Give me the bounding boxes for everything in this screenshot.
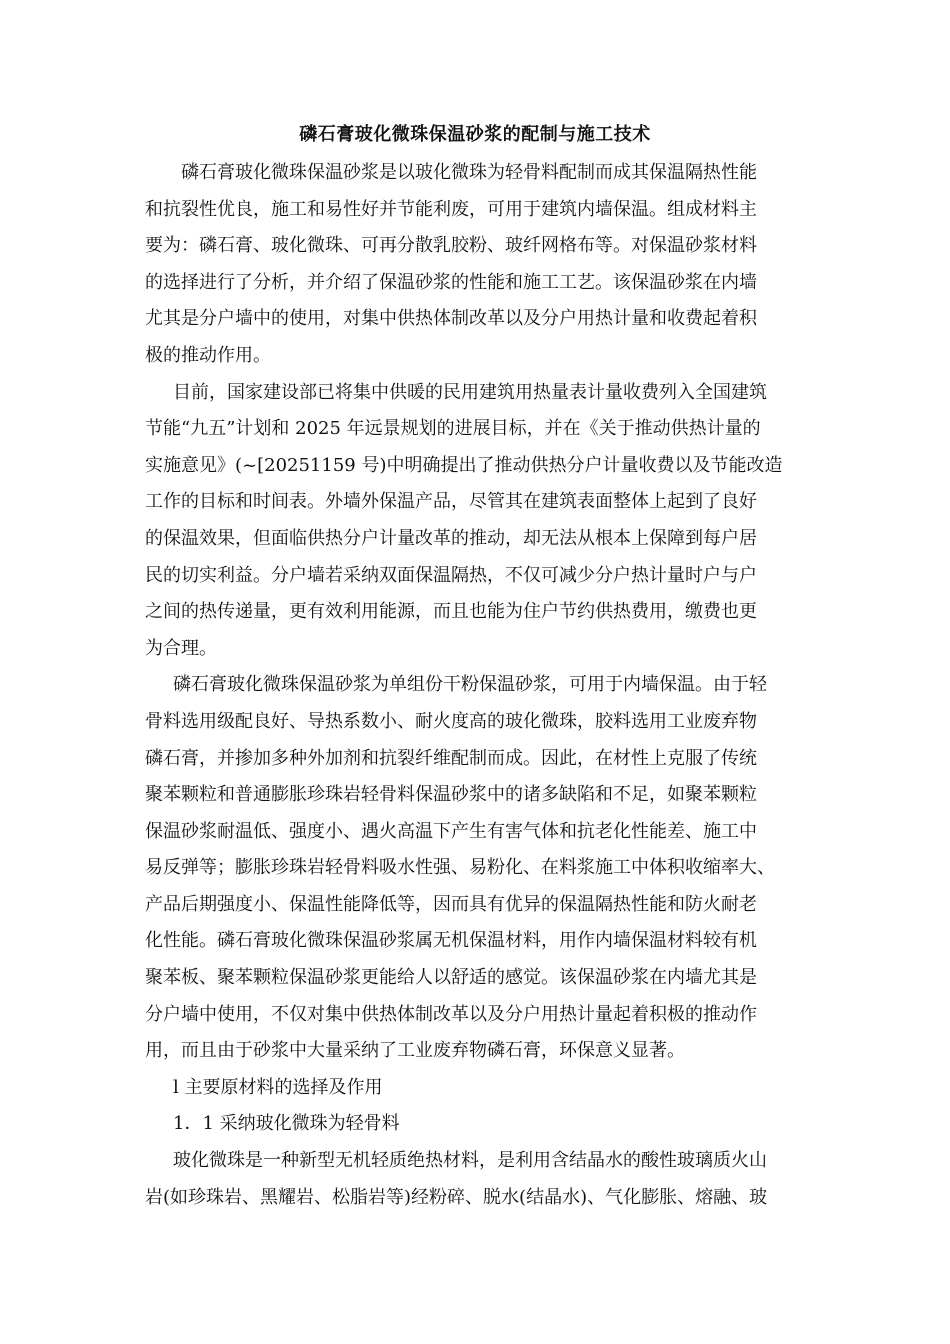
document-title: 磷石膏玻化微珠保温砂浆的配制与施工技术 (299, 124, 651, 145)
text-line: 磷石膏玻化微珠保温砂浆是以玻化微珠为轻骨料配制而成其保温隔热性能 (181, 162, 757, 183)
text-line: 民的切实利益。分户墙若采纳双面保温隔热，不仅可减少分户热计量时户与户 (145, 564, 757, 586)
text-line: 和抗裂性优良，施工和易性好并节能利废，可用于建筑内墙保温。组成材料主 (145, 198, 757, 220)
text-line: 聚苯板、聚苯颗粒保温砂浆更能给人以舒适的感觉。该保温砂浆在内墙尤其是 (145, 967, 757, 989)
text-line: 极的推动作用。 (145, 344, 271, 366)
text-line: 目前，国家建设部已将集中供暖的民用建筑用热量表计量收费列入全国建筑 (173, 381, 767, 403)
text-line: 磷石膏，并掺加多种外加剂和抗裂纤维配制而成。因此，在材性上克服了传统 (145, 747, 757, 769)
text-line: 尤其是分户墙中的使用，对集中供热体制改革以及分户用热计量和收费起着积 (145, 308, 757, 330)
text-line: 节能“九五”计划和 2025 年远景规划的进展目标，并在《关于推动供热计量的 (145, 418, 761, 440)
text-line: 骨料选用级配良好、导热系数小、耐火度高的玻化微珠，胶料选用工业废弃物 (145, 710, 757, 732)
text-line: 要为：磷石膏、玻化微珠、可再分散乳胶粉、玻纤网格布等。对保温砂浆材料 (145, 235, 757, 257)
text-line: 易反弹等；膨胀珍珠岩轻骨料吸水性强、易粉化、在料浆施工中体积收缩率大、 (145, 857, 775, 879)
text-line: 用，而且由于砂浆中大量采纳了工业废弃物磷石膏，环保意义显著。 (145, 1040, 685, 1062)
text-line: 化性能。磷石膏玻化微珠保温砂浆属无机保温材料，用作内墙保温材料较有机 (145, 930, 757, 952)
text-line: 之间的热传递量，更有效利用能源，而且也能为住户节约供热费用，缴费也更 (145, 601, 757, 623)
text-line: 实施意见》(~[20251159 号)中明确提出了推动供热分户计量收费以及节能改造 (145, 454, 783, 476)
text-line: 分户墙中使用，不仅对集中供热体制改革以及分户用热计量起着积极的推动作 (145, 1003, 757, 1025)
section-heading: l 主要原材料的选择及作用 (173, 1076, 383, 1098)
text-line: 保温砂浆耐温低、强度小、遇火高温下产生有害气体和抗老化性能差、施工中 (145, 820, 757, 842)
text-line: 岩(如珍珠岩、黑耀岩、松脂岩等)经粉碎、脱水(结晶水)、气化膨胀、熔融、玻 (145, 1186, 768, 1208)
text-line: 聚苯颗粒和普通膨胀珍珠岩轻骨料保温砂浆中的诸多缺陷和不足，如聚苯颗粒 (145, 784, 757, 806)
subsection-heading: 1．1 采纳玻化微珠为轻骨料 (173, 1113, 400, 1135)
text-line: 磷石膏玻化微珠保温砂浆为单组份干粉保温砂浆，可用于内墙保温。由于轻 (173, 674, 767, 696)
document-body (145, 155, 825, 1216)
text-line: 为合理。 (145, 637, 217, 659)
text-line: 产品后期强度小、保温性能降低等，因而具有优异的保温隔热性能和防火耐老 (145, 893, 757, 915)
text-line: 的保温效果，但面临供热分户计量改革的推动，却无法从根本上保障到每户居 (145, 527, 757, 549)
text-line: 玻化微珠是一种新型无机轻质绝热材料，是利用含结晶水的酸性玻璃质火山 (173, 1150, 767, 1172)
text-line: 的选择进行了分析，并介绍了保温砂浆的性能和施工工艺。该保温砂浆在内墙 (145, 271, 757, 293)
text-line: 工作的目标和时间表。外墙外保温产品，尽管其在建筑表面整体上起到了良好 (145, 491, 757, 513)
